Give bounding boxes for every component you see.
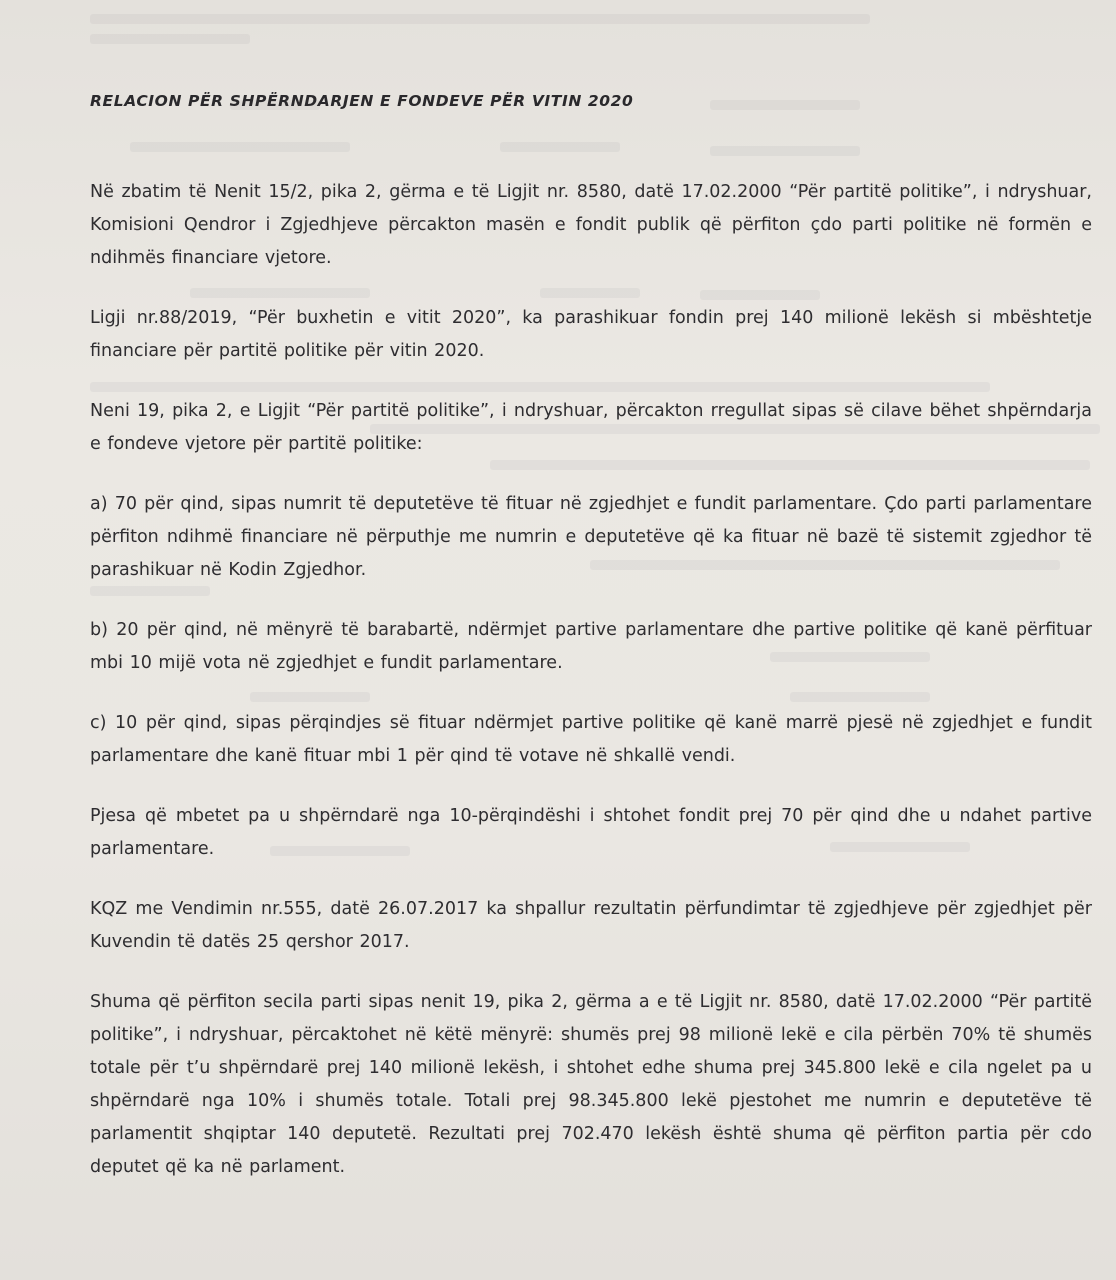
- paragraph-remainder: Pjesa që mbetet pa u shpërndarë nga 10-përqindëshi i shtohet fondit prej 70 për qind dhe u ndahet partive parlamentare.: [90, 806, 1092, 859]
- paragraph-legal-basis: Në zbatim të Nenit 15/2, pika 2, gërma e të Ligjit nr. 8580, datë 17.02.2000 “Për partitë politike”, i ndryshuar, Komisioni Qendror i Zgjedhjeve përcakton masën e fondit publik që përfiton çdo parti politike në formën e ndihmës financiare vjetore.: [90, 182, 1092, 268]
- paragraph-kqz-decision: KQZ me Vendimin nr.555, datë 26.07.2017 ka shpallur rezultatin përfundimtar të zgjedhjeve për zgjedhjet për Kuvendin të datës 25 qershor 2017.: [90, 899, 1092, 952]
- paragraph-calculation: Shuma që përfiton secila parti sipas nenit 19, pika 2, gërma a e të Ligjit nr. 8580, datë 17.02.2000 “Për partitë politike”, i ndryshuar, përcaktohet në këtë mënyrë: shumës prej 98 milionë lekë e cila përbën 70% të shumës totale për t’u shpërndarë prej 140 milionë lekësh, i shtohet edhe shuma prej 345.800 lekë e cila ngelet pa u shpërndarë nga 10% i shumës totale. Totali prej 98.345.800 lekë pjestohet me numrin e deputetëve të parlamentit shqiptar 140 deputetë. Rezultati prej 702.470 lekësh është shuma që përfiton partia për cdo deputet që ka në parlament.: [90, 992, 1092, 1177]
- paragraph-rule-a: a) 70 për qind, sipas numrit të deputetëve të fituar në zgjedhjet e fundit parlamentare. Çdo parti parlamentare përfiton ndihmë financiare në përputhje me numrin e deputetëve që ka fituar në bazë të sistemit zgjedhor të parashikuar në Kodin Zgjedhor.: [90, 494, 1092, 580]
- paragraph-distribution-rules: Neni 19, pika 2, e Ligjit “Për partitë politike”, i ndryshuar, përcakton rregullat sipas së cilave bëhet shpërndarja e fondeve vjetore për partitë politike:: [90, 401, 1092, 454]
- paragraph-rule-c: c) 10 për qind, sipas përqindjes së fituar ndërmjet partive politike që kanë marrë pjesë në zgjedhjet e fundit parlamentare dhe kanë fituar mbi 1 për qind të votave në shkallë vendi.: [90, 713, 1092, 766]
- paragraph-budget-law: Ligji nr.88/2019, “Për buxhetin e vitit 2020”, ka parashikuar fondin prej 140 milionë lekësh si mbështetje financiare për partitë politike për vitin 2020.: [90, 308, 1092, 361]
- document-body: [90, 176, 1092, 1211]
- document-title: RELACION PËR SHPËRNDARJEN E FONDEVE PËR VITIN 2020: [90, 92, 634, 110]
- paragraph-rule-b: b) 20 për qind, në mënyrë të barabartë, ndërmjet partive parlamentare dhe partive politike që kanë përfituar mbi 10 mijë vota në zgjedhjet e fundit parlamentare.: [90, 620, 1092, 673]
